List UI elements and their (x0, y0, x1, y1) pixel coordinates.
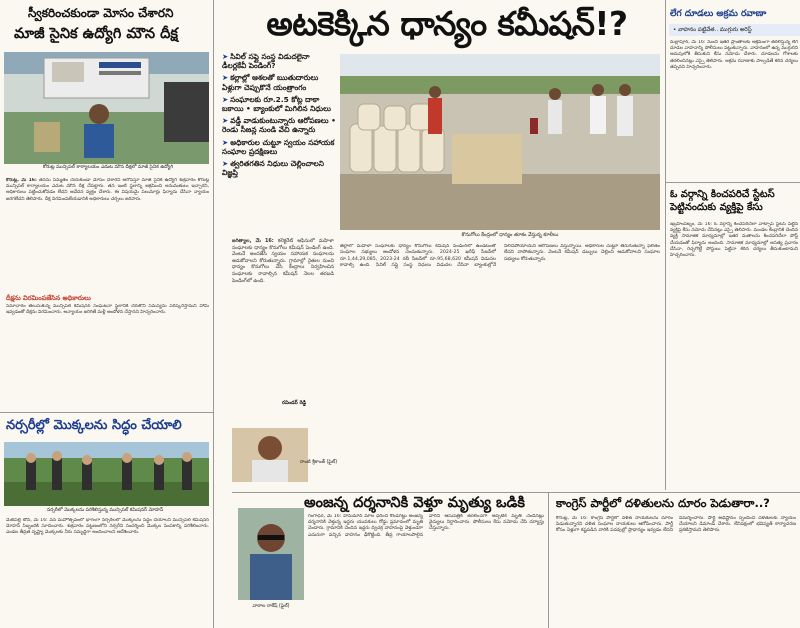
bullet-4: ➤ వడ్డీ వాడుకుంటున్నారు ఆరోపణలు • రెండు సీజన్ల నుండి వేచి ఉన్నారు (222, 116, 336, 135)
bullet-arrow-icon: ➤ (222, 116, 229, 126)
bottom-story2-headline: కాంగ్రెస్ పార్టీలో దళితులను దూరం పెడుతారా..? (556, 496, 770, 510)
col1-story1-photo (4, 52, 209, 164)
bottom-story1-photo2-caption: వారాల రాకేష్ (ఫైల్) (252, 604, 290, 609)
col1-story1-headline-line1: స్వీకరించకుండా మోసం చేశారని (28, 6, 174, 20)
main-story-dateline: జగిత్యాల, మే 16: (232, 238, 274, 244)
col1-story1-dateline: కోరుట్ల, మే 16: (6, 178, 37, 183)
bottom-story1-photo1-caption: రాంటి శ్రీకాంత్ (ఫైల్) (300, 460, 338, 465)
bullet-6: ➤ త్వరితగతిన నిధులు చెల్లించాలని విజ్ఞప్తి (222, 159, 324, 178)
col1-story2-body: మెట్‌పల్లి టౌన్, మే 16: వన మహోత్సవంలో భాగంగా నర్సరీలలో మొక్కలను సిద్ధం చేయాలని మున్సిపల్ కమిషనర్ మోహన్ సిబ్బందికి సూచించారు. శుక్రవారం పట్టణంలోని నర్సరీని సందర్శించి మొక్కల పెంపకాన్ని పరిశీలించారు. ఎండల తీవ్రత దృష్ట్యా మొక్కలకు నీరు సమృద్ధిగా అందించాలని ఆదేశించారు. (6, 518, 209, 536)
main-story-bullets-box (222, 52, 336, 232)
right-story1-bullet: • వాహనం పట్టివేత.. ముగ్గురు అరెస్ట్ (673, 27, 752, 33)
col1-story1-body2: సమాచారం తెలుసుకున్న మున్సిపల్ కమిషనర్ సంఘటనా స్థలానికి చేరుకొని సమస్యను పరిష్కరిస్తామని హామీ ఇవ్వడంతో దీక్షను విరమించారు. అన్యాయం జరిగితే మళ్లీ ఆందోళన చేస్తానని హెచ్చరించారు. (6, 304, 209, 316)
bullet-1: ➤ సివిల్ సప్లై సంస్థ విడుదలైనా డీలర్లకేవీ పెండింగ్? (222, 52, 310, 71)
bottom-story1-photo1 (232, 428, 308, 482)
col1-story1-text: తనను సమ్మతం చేయకుండా మోసం చేశారని ఆరోపిస్తూ మాజీ సైనిక ఉద్యోగి శుక్రవారం కోరుట్ల మున్సిపల్ కార్యాలయం ఎదుట మౌన దీక్ష చేపట్టారు. తన ఇంటి స్థలాన్ని ఆక్రమించి అనుమతులు ఇచ్చారని, అధికారులు పట్టించుకోవడం లేదని ఆవేదన వ్యక్తం చేశారు. ఈ విషయమై పలుమార్లు ఫిర్యాదు చేసినా న్యాయం జరగలేదని తెలిపారు. దీక్ష విరమింపజేయడానికి అధికారులు చర్చలు జరిపారు. (6, 178, 209, 202)
bottom-story2-body: కోరుట్ల, మే 16: కాంగ్రెస్ పార్టీలో దళిత నాయకులను దూరం పెడుతున్నారని దళిత సంఘాల నాయకులు ఆరోపించారు. పార్టీ కోసం ఏళ్లుగా కష్టపడిన వారికి పదవుల్లో ప్రాధాన్యం ఇవ్వడం లేదని విమర్శించారు. పార్టీ అధిష్టానం స్పందించి దళితులకు న్యాయం చేయాలని డిమాండ్ చేశారు. లేనిపక్షంలో భవిష్యత్ కార్యాచరణ ప్రకటిస్తామని తెలిపారు. (556, 516, 796, 534)
col1-story1-headline-line2: మాజీ సైనిక ఉద్యోగి మౌన దీక్ష (14, 26, 178, 42)
col1-story1-body (6, 178, 209, 290)
main-story-signature: రవిండర్ రెడ్డి (282, 400, 307, 406)
right-story1-tint-box (669, 24, 800, 36)
bullet-2: ➤ కల్లాల్లో ఆశలతో ఋతుదారులు ఏళ్లుగా చెప్పుకొనే యంత్రాంగం (222, 73, 319, 92)
bullet-3: ➤ సంఘాలకు రూ.2.5 కోట్ల దాకా బకాయి • బ్యాంకులో మిగిలిన నిధులు (222, 94, 331, 114)
main-story-body-left (232, 238, 334, 398)
main-story-photo (340, 54, 660, 230)
bottom-story1-body: గంగాధర, మే 16: హనుమాన్ మాల ధరించి కొండగట్టు అంజన్న దర్శనానికి వెళ్తున్న ఇద్దరు యువకులు రోడ్డు ప్రమాదంలో మృతి చెందారు. గ్రామానికి చెందిన ఇద్దరు ద్విచక్ర వాహనంపై వెళ్తుండగా ఎదురుగా వచ్చిన వాహనం ఢీకొట్టింది. తీవ్ర గాయాలపాలైన వారిని ఆసుపత్రికి తరలించగా అప్పటికే మృతి చెందినట్లు వైద్యులు నిర్ధారించారు. పోలీసులు కేసు నమోదు చేసి దర్యాప్తు చేస్తున్నారు. (308, 514, 544, 538)
col1-story2-photo (4, 442, 209, 506)
bullet-arrow-icon: ➤ (222, 159, 229, 169)
bullet-arrow-icon: ➤ (222, 137, 229, 147)
right-story1-body: మల్లాపూర్, మే 16: నుంచి ఇతర ప్రాంతాలకు అక్రమంగా తరలిస్తున్న లేగ దూడల వాహనాన్ని పోలీసులు పట్టుకున్నారు. వాహనంలో ఉన్న ముగ్గురిని అదుపులోకి తీసుకుని కేసు నమోదు చేశారు. దూడలను గోశాలకు తరలించినట్లు ఎస్సై తెలిపారు. అక్రమ రవాణాకు పాల్పడితే కఠిన చర్యలు తప్పవని హెచ్చరించారు. (670, 40, 798, 70)
col1-story2-photo-caption: నర్సరీలో మొక్కలను పరిశీలిస్తున్న మున్సిపల్ కమిషనర్ మోహన్ (46, 508, 164, 513)
main-story-headline: అటకెక్కిన ధాన్యం కమీషన్!? (266, 4, 628, 43)
main-story-body-main: జిల్లాలో మహిళా సంఘాలకు ధాన్యం కొనుగోలు కమీషన్ పెండింగ్‌లో ఉండటంతో సంఘాల సభ్యులు ఆందోళన చెందుతున్నారు. 2024-25 ఖరీఫ్ సీజన్‌లో రూ.1,44,29,085, 2023-24 రబీ సీజన్‌లో రూ.95,68,620 కమీషన్ విడుదల కావాల్సి ఉంది. సివిల్ సప్లై సంస్థ నిధులు విడుదల చేసినా బ్యాంకుల్లోనే నిలిచిపోయాయని ఆరోపణలు వస్తున్నాయి. అధికారుల చుట్టూ తిరుగుతున్నా ఫలితం లేదని వాపోతున్నారు. వెంటనే కమీషన్ డబ్బులు చెల్లించి ఆదుకోవాలని సంఘాల సభ్యులు కోరుతున్నారు. (340, 244, 660, 268)
col1-story1-subhead: దీక్షను విరమింపజేసిన అధికారులు (6, 294, 91, 302)
bullet-arrow-icon: ➤ (222, 52, 229, 61)
main-story-photo-caption: కొనుగోలు కేంద్రంలో ధాన్యం తూకం వేస్తున్న కూలీలు (461, 232, 559, 238)
bullet-arrow-icon: ➤ (222, 73, 229, 83)
main-story-body-left-text: కలెక్టరేట్ ఆఫీసులో మహిళా సంఘాలకు ధాన్యం కొనుగోలు కమీషన్ పెండింగ్ ఉంది. వెంటనే అందజేసి స్వయం సహాయక సంఘాలను ఆదుకోవాలని కోరుతున్నారు. గ్రామాల్లో రైతుల నుంచి ధాన్యం కొనుగోలు చేసి కేంద్రాలు నిర్వహించిన సంఘాలకు రావాల్సిన కమీషన్ నెలల తరబడి పెండింగ్‌లో ఉంది. (232, 238, 334, 284)
bottom-story1-photo2 (238, 508, 304, 600)
right-story1-header: లేగ దూడలు అక్రమ రవాణా (670, 9, 767, 19)
bullet-arrow-icon: ➤ (222, 94, 229, 104)
col1-story1-photo-caption: కోరుట్ల మున్సిపల్ కార్యాలయం ఎదుట మౌన దీక్షలో మాజీ సైనిక ఉద్యోగి (42, 165, 174, 170)
col1-story2-headline: నర్సరీల్లో మొక్కలను సిద్ధం చేయాలి (6, 418, 182, 433)
right-story2-body: ఇబ్రహీంపట్నం, మే 16: ఓ వర్గాన్ని కించపరిచేలా వాట్సాప్ స్టేటస్ పెట్టిన వ్యక్తిపై కేసు నమోదు చేసినట్లు ఎస్సై తెలిపారు. మండల కేంద్రానికి చెందిన వ్యక్తి సామాజిక మాధ్యమాల్లో ఇతర మతాలను కించపరిచేలా పోస్ట్ చేయడంతో ఫిర్యాదు అందింది. సామాజిక మాధ్యమాల్లో అసత్య ప్రచారం చేసినా, రెచ్చగొట్టే పోస్టులు పెట్టినా కఠిన చర్యలు తీసుకుంటామని హెచ్చరించారు. (670, 222, 798, 259)
right-story2-headline: ఓ వర్గాన్ని కించపరిచే స్టేటస్ పెట్టినందుకు వ్యక్తిపై కేసు (670, 189, 775, 213)
bullet-5: ➤ అధికారుల చుట్టూ స్వయం సహాయక సంఘాల ప్రదక్షిణలు (222, 137, 335, 156)
bottom-story1-headline: అంజన్న దర్శనానికి వెళ్తూ మృత్యు ఒడికి (304, 495, 525, 511)
